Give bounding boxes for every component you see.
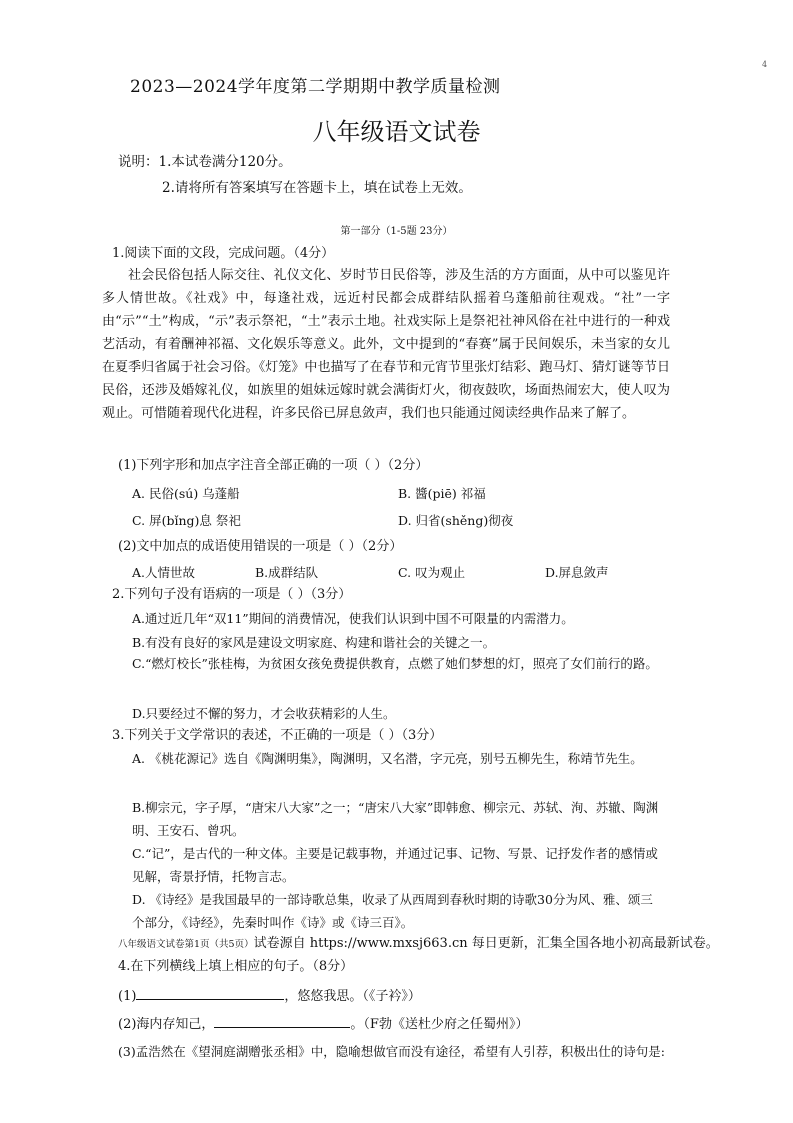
question-3-stem: 3.下列关于文学常识的表述，不正确的一项是（ ）（3分） bbox=[112, 728, 443, 743]
option-3-c: C.“记”，是古代的一种文体。主要是记载事物，并通过记事、记物、写景、记抒发作者的感情或见解，寄景抒情，托物言志。 bbox=[132, 846, 658, 884]
option-1-1-d: D. 归省(shěng)彻夜 bbox=[398, 513, 514, 528]
option-3-a: A. 《桃花源记》选自《陶渊明集》，陶渊明，又名潜，字元亮，别号五柳先生，称靖节先生。 bbox=[132, 751, 643, 766]
corner-mark: 4 bbox=[762, 60, 768, 69]
question-4-stem: 4.在下列横线上填上相应的句子。（8分） bbox=[118, 959, 354, 974]
instruction-1: 说明：1.本试卷满分120分。 bbox=[118, 154, 292, 170]
page-number-label: 八年级语文试卷第1页（共5页） bbox=[118, 939, 254, 950]
question-4-item-1: (1) ，悠悠我思。（《子衿》） bbox=[118, 986, 421, 1007]
option-3-b: B.柳宗元，字子厚，“唐宋八大家”之一；“唐宋八大家”即韩愈、柳宗元、苏轼、洵、苏辙、陶渊明、王安石、曾巩。 bbox=[132, 800, 659, 838]
exam-year-line: 2023—2024学年度第二学期期中教学质量检测 bbox=[130, 77, 501, 97]
option-1-2-c: C. 叹为观止 bbox=[398, 565, 466, 580]
option-3-d: D. 《诗经》是我国最早的一部诗歌总集，收录了从西周到春秋时期的诗歌30分为风、雅、颂三个部分，《诗经》，先秦时叫作《诗》或《诗三百》。 bbox=[132, 892, 653, 930]
instruction-2: 2.请将所有答案填写在答题卡上，填在试卷上无效。 bbox=[162, 180, 472, 196]
answer-blank-1[interactable] bbox=[136, 986, 284, 1000]
question-1-1-stem: (1)下列字形和加点字注音全部正确的一项（ ）（2分） bbox=[118, 458, 429, 473]
question-2-stem: 2.下列句子没有语病的一项是（ ）（3分） bbox=[112, 587, 352, 602]
section-heading: 第一部分（1-5题 23分） bbox=[340, 226, 453, 237]
question-1-2-stem: (2)文中加点的成语使用错误的一项是（ ）（2分） bbox=[118, 539, 403, 554]
option-1-2-d: D.屏息敛声 bbox=[545, 565, 609, 580]
option-1-1-c: C. 屏(bǐng)息 祭祀 bbox=[132, 513, 241, 528]
option-2-c: C.“燃灯校长”张桂梅，为贫困女孩免费提供教育，点燃了她们梦想的灯，照亮了女们前行的路。 bbox=[132, 656, 658, 671]
option-2-b: B.有没有良好的家风是建设文明家庭、构建和谐社会的关键之一。 bbox=[132, 635, 496, 650]
question-1-passage: 社会民俗包括人际交往、礼仪文化、岁时节日民俗等，涉及生活的方方面面，从中可以鉴见许多人情世故。《社戏》中，每逢社戏，远近村民都会成群结队摇着乌蓬船前往观戏。“社”一字由“示”“土”构成，“示”表示祭祀，“土”表示土地。社戏实际上是祭祀社神风俗在社中进行的一种戏艺活动，有着酬神祁福、文化娱乐等意义。此外，文中提到的“春赛”属于民间娱乐，未当家的女儿在夏季归省属于社会习俗。《灯笼》中也描写了在春节和元宵节里张灯结彩、跑马灯、猜灯谜等节日民俗，还涉及婚嫁礼仪，如族里的姐妹远嫁时就会满街灯火，彻夜鼓吹，场面热闹宏大，使人叹为观止。可惜随着现代化进程，许多民俗已屏息敛声，我们也只能通过阅读经典作品来了解了。 bbox=[102, 268, 670, 421]
question-4-item-2: (2)海内存知己， 。（F勃《送杜少府之任蜀州》） bbox=[118, 1014, 528, 1035]
option-1-2-a: A.人情世故 bbox=[132, 565, 196, 580]
option-2-a: A.通过近几年“双11”期间的消费情况，使我们认识到中国不可限量的内需潜力。 bbox=[132, 611, 574, 626]
source-note: 试卷源自 https://www.mxsj663.cn 每日更新，汇集全国各地小初高最新试卷。 bbox=[253, 936, 719, 951]
option-2-d: D.只要经过不懈的努力，才会收获精彩的人生。 bbox=[132, 706, 396, 721]
page-title: 八年级语文试卷 bbox=[312, 118, 481, 146]
question-1-stem: 1.阅读下面的文段，完成问题。（4分） bbox=[112, 246, 335, 261]
option-1-2-b: B.成群结队 bbox=[255, 565, 319, 580]
answer-blank-2[interactable] bbox=[214, 1014, 350, 1028]
question-4-item-3: (3)孟浩然在《望洞庭湖赠张丞相》中，隐喻想做官而没有途径，希望有人引荐，积极出仕的诗句是: bbox=[118, 1044, 665, 1059]
page-footer bbox=[118, 933, 728, 978]
option-1-1-b: B. 醬(piē) 祁福 bbox=[398, 486, 486, 501]
option-1-1-a: A. 民俗(sú) 乌蓬船 bbox=[132, 486, 240, 501]
